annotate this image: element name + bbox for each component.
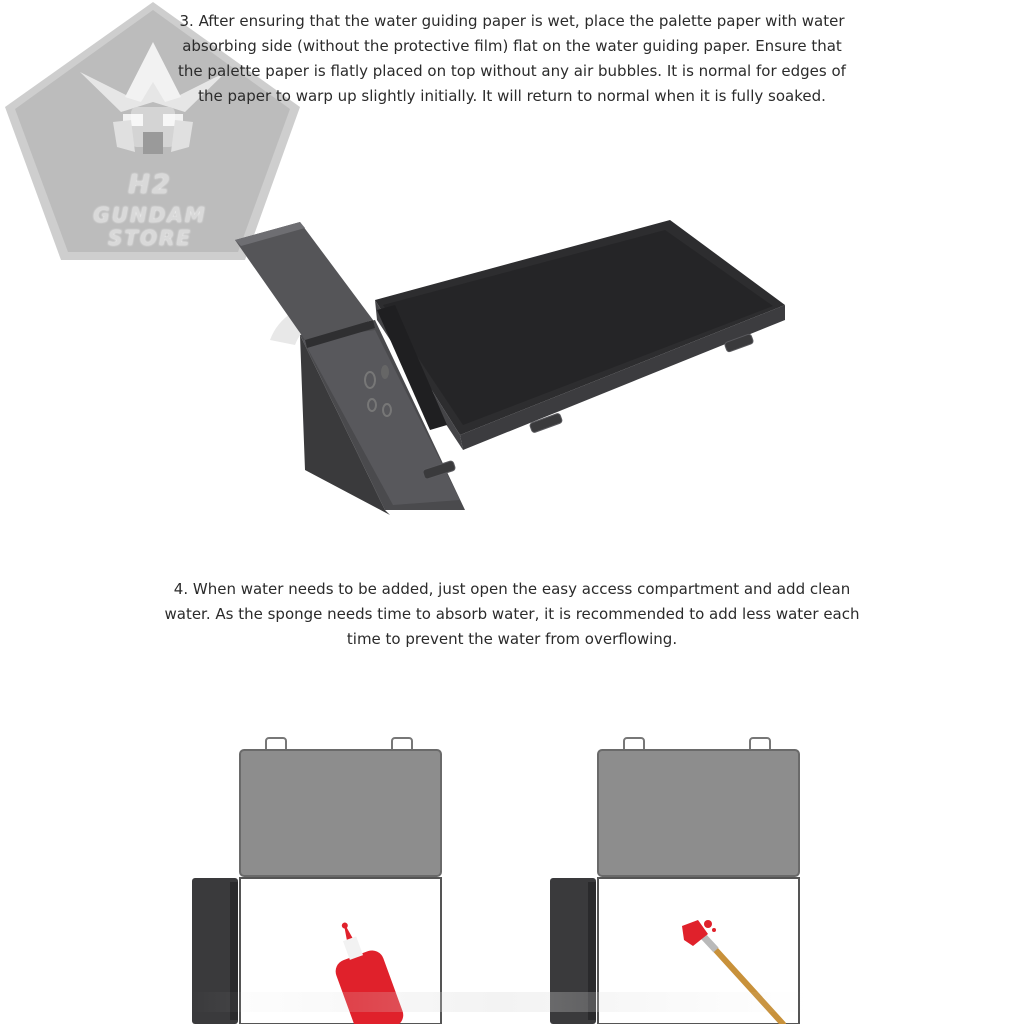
step-3-line: the palette paper is flatly placed on top without any air bubbles. It is normal for edges of	[178, 62, 846, 80]
watermark-text-store: STORE	[107, 226, 193, 250]
palette-box-illustration	[225, 210, 795, 520]
watermark-text-h2: H2	[128, 170, 172, 200]
step-4-instructions	[150, 577, 874, 652]
step-3-line: 3. After ensuring that the water guiding paper is wet, place the palette paper with water	[179, 12, 845, 30]
step-3-instructions	[150, 9, 874, 109]
add-water-brush-illustration	[548, 736, 804, 1024]
step-3-line: the paper to warp up slightly initially. It will return to normal when it is fully soaked.	[198, 87, 826, 105]
watermark-text-gundam: GUNDAM	[93, 203, 207, 227]
step-4-line: water. As the sponge needs time to absorb water, it is recommended to add less water each	[164, 605, 860, 623]
bottom-watermark-strip	[190, 992, 810, 1012]
step-4-line: 4. When water needs to be added, just open the easy access compartment and add clean	[173, 580, 851, 598]
step-3-line: absorbing side (without the protective film) flat on the water guiding paper. Ensure that	[182, 37, 842, 55]
add-water-bottle-illustration	[190, 736, 446, 1024]
step-4-line: time to prevent the water from overflowing.	[346, 630, 678, 648]
